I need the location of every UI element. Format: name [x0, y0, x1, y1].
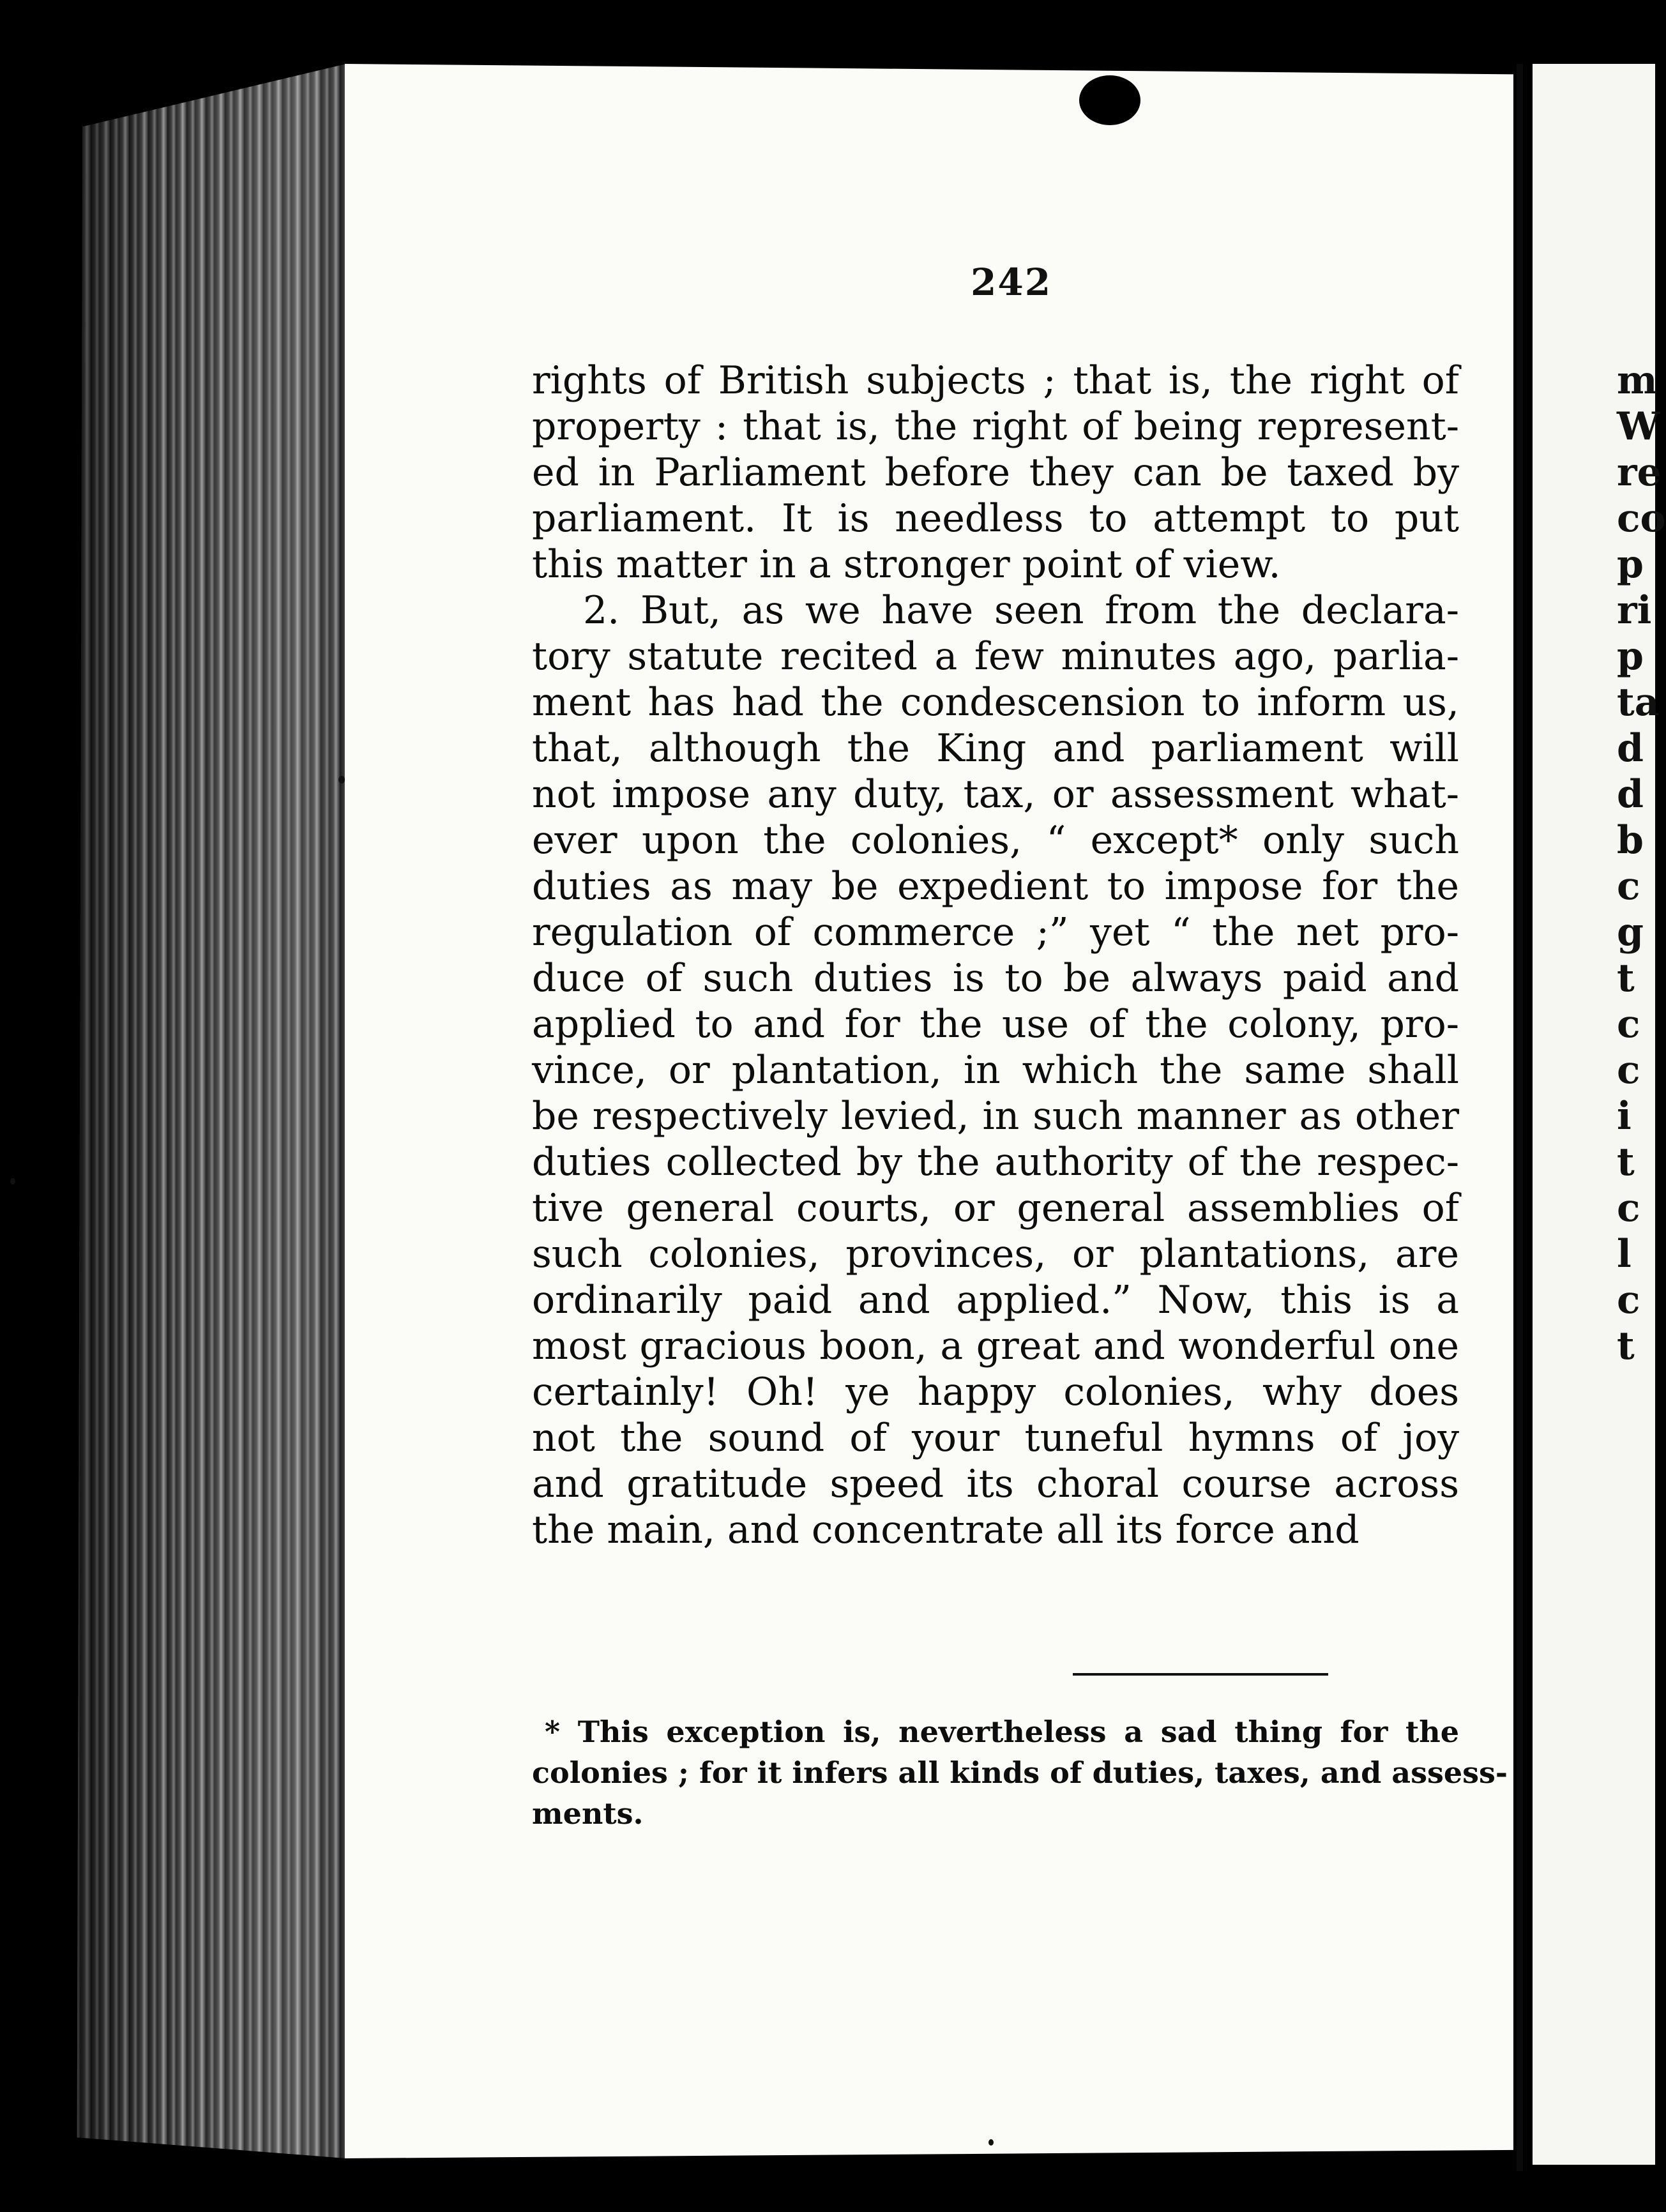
- adjacent-line-fragment: l: [1617, 1232, 1632, 1276]
- footnote: [532, 1711, 1508, 1834]
- text-line: this matter in a stronger point of view.: [532, 542, 1281, 587]
- adjacent-line-fragment: c: [1617, 1048, 1640, 1093]
- speck: [338, 776, 345, 784]
- text-line: ment has had the condescension to inform us,: [532, 680, 1459, 725]
- footnote-line: colonies ; for it infers all kinds of duties, taxes, and assess-: [532, 1755, 1508, 1790]
- text-line: ed in Parliament before they can be taxed by: [532, 450, 1459, 495]
- text-line: parliament. It is needless to attempt to put: [532, 496, 1459, 541]
- adjacent-line-fragment: ri: [1617, 588, 1652, 633]
- text-line: not impose any duty, tax, or assessment what-: [532, 772, 1459, 817]
- adjacent-line-fragment: t: [1617, 1324, 1635, 1368]
- text-line: ever upon the colonies, “ except* only such: [532, 818, 1459, 863]
- page-number: 242: [971, 261, 1052, 304]
- adjacent-line-fragment: co: [1617, 496, 1666, 541]
- adjacent-line-fragment: ta: [1617, 680, 1660, 725]
- adjacent-line-fragment: d: [1617, 772, 1644, 817]
- adjacent-line-fragment: p: [1617, 542, 1644, 587]
- adjacent-line-fragment: p: [1617, 634, 1644, 679]
- text-line: and gratitude speed its choral course across: [532, 1462, 1459, 1506]
- text-line: regulation of commerce ;” yet “ the net pro-: [532, 910, 1459, 955]
- text-line: the main, and concentrate all its force and: [532, 1508, 1359, 1552]
- text-line: be respectively levied, in such manner as other: [532, 1094, 1459, 1139]
- text-line: certainly! Oh! ye happy colonies, why does: [532, 1370, 1459, 1414]
- adjacent-line-fragment: re: [1617, 450, 1662, 495]
- text-line: vince, or plantation, in which the same shall: [532, 1048, 1459, 1093]
- footnote-rule: [1073, 1673, 1328, 1676]
- adjacent-line-fragment: g: [1617, 910, 1644, 955]
- text-line: that, although the King and parliament will: [532, 726, 1459, 771]
- adjacent-line-fragment: W: [1617, 404, 1660, 449]
- book-page-edges: [72, 64, 346, 2158]
- text-line: ordinarily paid and applied.” Now, this is a: [532, 1278, 1459, 1322]
- text-line: duties collected by the authority of the respec-: [532, 1140, 1459, 1185]
- text-line: duce of such duties is to be always paid and: [532, 956, 1459, 1001]
- adjacent-line-fragment: c: [1617, 1186, 1640, 1231]
- adjacent-line-fragment: t: [1617, 1140, 1635, 1185]
- text-line: tory statute recited a few minutes ago, parlia-: [532, 634, 1459, 679]
- hole-mark: [1079, 75, 1140, 125]
- speck: [10, 1178, 15, 1185]
- adjacent-line-fragment: d: [1617, 726, 1644, 771]
- footnote-line: * This exception is, nevertheless a sad thing for the: [545, 1715, 1459, 1749]
- adjacent-line-fragment: t: [1617, 956, 1635, 1001]
- body-text: [532, 358, 1459, 1553]
- footnote-line: ments.: [532, 1796, 644, 1831]
- gutter-shadow: [1517, 64, 1523, 2171]
- speck: [988, 2139, 994, 2146]
- text-line: most gracious boon, a great and wonderful one: [532, 1324, 1459, 1368]
- text-line: property : that is, the right of being represent-: [532, 404, 1459, 449]
- text-line: tive general courts, or general assemblies of: [532, 1186, 1459, 1231]
- text-line: rights of British subjects ; that is, the right of: [532, 358, 1459, 403]
- text-line: duties as may be expedient to impose for the: [532, 864, 1459, 909]
- adjacent-line-fragment: c: [1617, 1278, 1640, 1322]
- adjacent-line-fragment: c: [1617, 1002, 1640, 1047]
- adjacent-line-fragment: b: [1617, 818, 1644, 863]
- adjacent-page-text: [1617, 358, 1666, 1369]
- adjacent-line-fragment: m: [1617, 358, 1658, 403]
- text-line: 2. But, as we have seen from the declara-: [583, 588, 1459, 633]
- text-line: applied to and for the use of the colony, pro-: [532, 1002, 1459, 1047]
- adjacent-line-fragment: c: [1617, 864, 1640, 909]
- adjacent-line-fragment: i: [1617, 1094, 1632, 1139]
- text-line: not the sound of your tuneful hymns of joy: [532, 1416, 1459, 1460]
- text-line: such colonies, provinces, or plantations, are: [532, 1232, 1459, 1276]
